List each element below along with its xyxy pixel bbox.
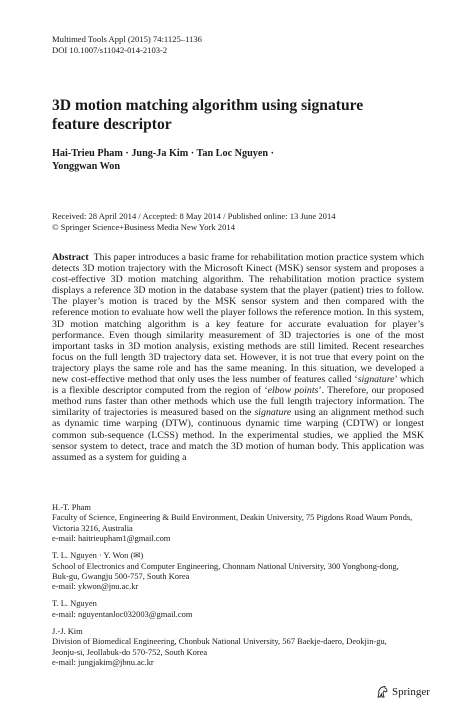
doi: DOI 10.1007/s11042-014-2103-2 [52, 45, 168, 55]
abstract [52, 252, 424, 463]
affiliation-line: Victoria 3216, Australia [52, 522, 133, 533]
copyright-notice: © Springer Science+Business Media New York 2014 [52, 222, 235, 232]
affiliation-line: Buk-gu, Gwangju 500-757, South Korea [52, 571, 190, 582]
publisher-logo [376, 686, 430, 698]
publisher-name: Springer [392, 686, 430, 698]
affiliation-email: e-mail: jungjakim@jbnu.ac.kr [52, 657, 154, 668]
title-line: 3D motion matching algorithm using signature [52, 97, 364, 114]
affiliations [52, 502, 432, 674]
affiliation-line: School of Electronics and Computer Engineering, Chonnam National University, 300 Yongbong-dong, [52, 560, 399, 571]
paper-title [52, 96, 432, 134]
affiliation-block [52, 502, 432, 544]
authors-line: Hai-Trieu Pham · Jung-Ja Kim · Tan Loc Nguyen · [52, 148, 274, 159]
affiliation-line: Jeonju-si, Jeollabuk-do 570-752, South Korea [52, 646, 208, 657]
received-accepted-published: Received: 28 April 2014 / Accepted: 8 May 2014 / Published online: 13 June 2014 [52, 211, 336, 221]
journal-header [52, 34, 202, 56]
affiliation-line: T. L. Nguyen [52, 598, 97, 609]
title-line: feature descriptor [52, 116, 172, 133]
springer-horse-logo-icon [376, 686, 389, 698]
publication-dates [52, 211, 432, 233]
affiliation-email: e-mail: nguyentanloc032003@gmail.com [52, 608, 193, 619]
affiliation-line: J.-J. Kim [52, 625, 83, 636]
affiliation-email: e-mail: haitrieupham1@gmail.com [52, 533, 171, 544]
journal-citation: Multimed Tools Appl (2015) 74:1125–1136 [52, 34, 202, 44]
affiliation-line: Division of Biomedical Engineering, Chonbuk National University, 567 Baekje-daero, Deokjin-gu, [52, 636, 387, 647]
affiliation-block [52, 550, 432, 592]
affiliation-line: H.-T. Pham [52, 502, 91, 512]
author-list [52, 147, 432, 173]
authors-line: Yonggwan Won [52, 161, 121, 172]
affiliation-line: T. L. Nguyen · Y. Won (✉) [52, 550, 144, 561]
affiliation-email: e-mail: ykwon@jnu.ac.kr [52, 581, 139, 592]
affiliation-block [52, 626, 432, 668]
abstract-label: Abstract [52, 252, 89, 263]
affiliation-block [52, 598, 432, 619]
abstract-text: This paper introduces a basic frame for rehabilitation motion practice system which detects 3D motion trajectory with the Microsoft Kinect (MSK) sensor system and proposes a cost-effective 3D motion matching algorithm. The rehabilitation motion practice system displays a reference 3D motion in the database system that the player (patient) tries to follow. The player’s motion is traced by the MSK sensor system and then compared with the reference motion to evaluate how well the player follows the reference motion. In this system, 3D motion matching algorithm is a key feature for accurate evaluation for player’s performance. Even though similarity measurement of 3D trajectories is one of the most important tasks in 3D motion analysis, existing methods are still limited. Recent researches focus on the full length 3D trajectory data set. However, it is not true that every point on the trajectory plays the same role and has the same meaning. In this situation, we developed a new cost-effective method that only uses the less number of features called ‘signature’ which is a flexible descriptor computed from the region of ‘elbow points’. Therefore, our proposed method runs faster than other methods which use the full length trajectory information. The similarity of trajectories is measured based on the signature using an alignment method such as dynamic time warping (DTW), continuous dynamic time warping (CDTW) or longest common sub-sequence (LCSS) method. In the experimental studies, we applied the MSK sensor system to detect, trace and match the 3D motion of human body. This application was assumed as a system for guiding a [52, 252, 424, 463]
affiliation-line: Faculty of Science, Engineering & Build Environment, Deakin University, 75 Pigdons Road Waum Ponds, [52, 512, 413, 523]
